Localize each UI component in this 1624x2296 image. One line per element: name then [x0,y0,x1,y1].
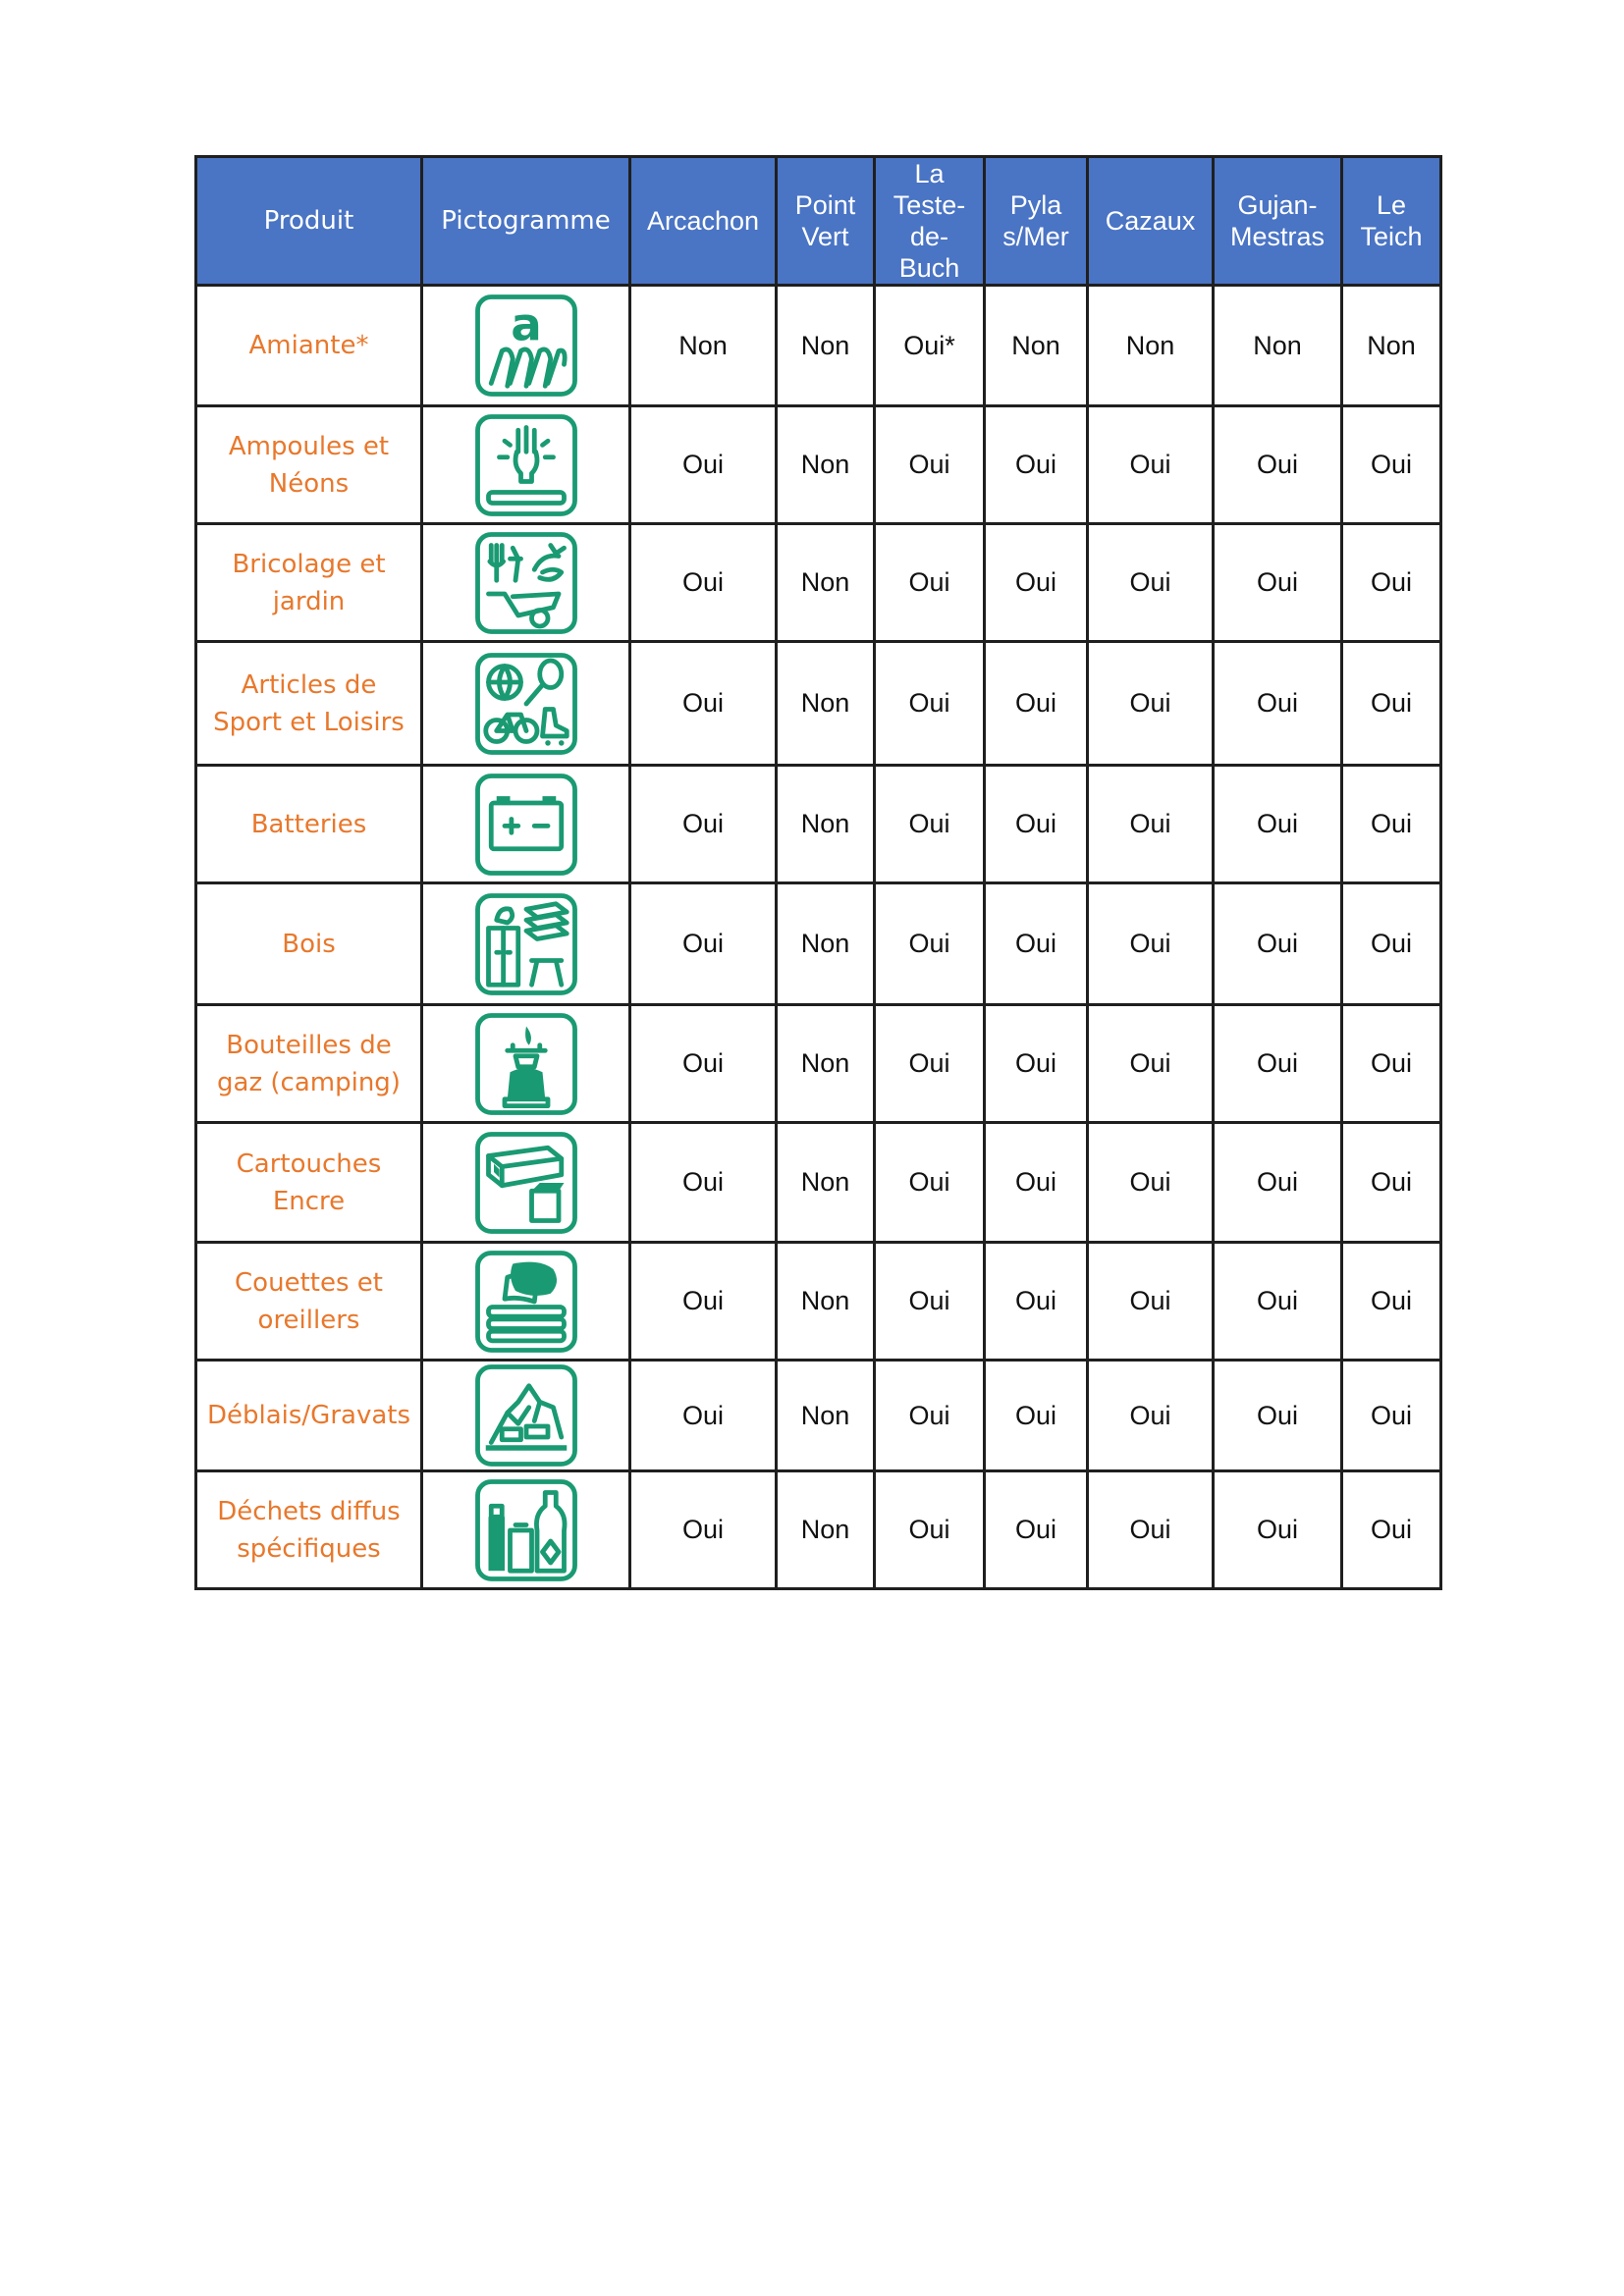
acceptance-value: Oui [875,766,985,883]
battery-icon [472,771,580,879]
acceptance-value: Oui [1088,883,1214,1005]
acceptance-value: Oui [1342,1471,1441,1589]
acceptance-value: Oui [875,524,985,642]
acceptance-value: Oui [1214,642,1342,766]
acceptance-value: Oui [985,1123,1088,1243]
acceptance-value: Oui [1214,766,1342,883]
table-row [196,286,1441,406]
product-name-line: Bricolage et [232,549,386,579]
acceptance-value: Oui [1088,524,1214,642]
acceptance-value: Oui [1088,406,1214,524]
product-name [196,883,422,1005]
header-site-line: Le [1376,190,1407,220]
acceptance-value: Oui [875,1361,985,1471]
acceptance-value: Oui [985,1361,1088,1471]
ink-cartridge-icon [472,1129,580,1237]
acceptance-value: Oui [985,524,1088,642]
table-row [196,1123,1441,1243]
acceptance-value: Non [777,286,875,406]
acceptance-value: Oui [1342,1005,1441,1123]
acceptance-value: Non [1088,286,1214,406]
header-site [630,157,777,286]
header-site-line: Teste- [893,190,966,220]
header-site-line: Vert [801,222,849,251]
product-name [196,1123,422,1243]
header-site-line: Point [794,190,856,220]
acceptance-value: Oui [1342,1361,1441,1471]
acceptance-value: Oui [1342,1123,1441,1243]
product-name-line: Ampoules et [228,431,390,461]
product-name-line: Néons [268,468,350,499]
acceptance-value: Oui [985,766,1088,883]
product-name [196,1243,422,1361]
acceptance-value: Oui [985,1471,1088,1589]
acceptance-value: Non [777,524,875,642]
acceptance-value: Oui [1342,406,1441,524]
acceptance-value: Oui [985,406,1088,524]
acceptance-value: Oui [1214,1471,1342,1589]
acceptance-value: Non [630,286,777,406]
acceptance-value: Oui [1214,1005,1342,1123]
product-name [196,1005,422,1123]
acceptance-value: Oui [875,1005,985,1123]
product-name [196,642,422,766]
diy-garden-icon [472,529,580,637]
acceptance-value: Oui [1088,1243,1214,1361]
header-produit: Produit [196,157,422,286]
header-site [875,157,985,286]
table-row [196,766,1441,883]
pictogram-cell [422,883,630,1005]
acceptance-value: Oui [875,1123,985,1243]
pictogram-cell [422,1243,630,1361]
acceptance-value: Oui [630,642,777,766]
acceptance-value: Non [777,1243,875,1361]
header-site-line: Gujan- [1237,190,1318,220]
header-site [1342,157,1441,286]
pictogram-cell [422,406,630,524]
header-site-line: de- [909,222,949,251]
product-name-line: Bois [282,929,336,959]
acceptance-value: Oui [630,766,777,883]
acceptance-value: Oui [1088,1123,1214,1243]
light-bulb-icon [472,411,580,519]
table-row [196,642,1441,766]
acceptance-value: Oui [985,642,1088,766]
acceptance-value: Oui [630,524,777,642]
header-site [777,157,875,286]
acceptance-value: Oui [875,1243,985,1361]
pictogram-cell [422,1471,630,1589]
product-name-line: oreillers [257,1305,360,1335]
product-name [196,1471,422,1589]
header-site-line: Pyla [1009,190,1062,220]
duvet-pillow-icon [472,1248,580,1356]
acceptance-value: Non [777,642,875,766]
product-name-line: spécifiques [237,1533,381,1564]
pictogram-cell [422,642,630,766]
acceptance-value: Non [777,883,875,1005]
acceptance-value: Oui [1088,1005,1214,1123]
recycling-acceptance-table [194,155,1442,1590]
acceptance-value: Oui [875,406,985,524]
header-site-line: Cazaux [1105,206,1196,236]
sport-leisure-icon [472,650,580,758]
asbestos-icon [472,292,580,400]
acceptance-value: Oui* [875,286,985,406]
pictogram-cell [422,286,630,406]
acceptance-value: Oui [1214,524,1342,642]
camping-gas-icon [472,1010,580,1118]
acceptance-value: Non [1214,286,1342,406]
pictogram-cell [422,1361,630,1471]
acceptance-value: Oui [985,883,1088,1005]
acceptance-value: Oui [1088,642,1214,766]
header-site [985,157,1088,286]
pictogram-cell [422,1123,630,1243]
wood-furniture-icon [472,890,580,998]
acceptance-value: Oui [1088,1471,1214,1589]
header-site-line: s/Mer [1002,222,1069,251]
product-name-line: Amiante* [248,331,369,360]
table-row [196,1243,1441,1361]
product-name-line: jardin [272,586,346,616]
table-row [196,406,1441,524]
acceptance-value: Non [985,286,1088,406]
header-pictogramme: Pictogramme [422,157,630,286]
header-site-line: Arcachon [646,206,760,236]
table-row [196,524,1441,642]
product-name-line: Couettes et [235,1267,383,1298]
product-name [196,406,422,524]
acceptance-value: Oui [1214,883,1342,1005]
acceptance-value: Oui [985,1243,1088,1361]
acceptance-value: Oui [1342,1243,1441,1361]
acceptance-value: Non [777,1361,875,1471]
rubble-icon [472,1362,580,1469]
acceptance-value: Oui [1342,766,1441,883]
header-site-line: Mestras [1229,222,1326,251]
header-row [196,157,1441,286]
acceptance-value: Non [777,1005,875,1123]
product-name-line: Déblais/Gravats [206,1401,411,1430]
acceptance-value: Non [1342,286,1441,406]
product-name-line: Articles de [241,669,377,700]
acceptance-value: Oui [875,1471,985,1589]
product-name [196,1361,422,1471]
acceptance-value: Oui [1342,883,1441,1005]
table-row [196,1005,1441,1123]
table-row [196,1361,1441,1471]
acceptance-value: Oui [1342,524,1441,642]
acceptance-value: Oui [630,1471,777,1589]
acceptance-value: Oui [1342,642,1441,766]
acceptance-value: Oui [630,883,777,1005]
acceptance-value: Oui [630,406,777,524]
acceptance-value: Oui [1214,1123,1342,1243]
header-site-line: Teich [1360,222,1423,251]
acceptance-value: Oui [1214,1361,1342,1471]
acceptance-value: Oui [1214,1243,1342,1361]
product-name-line: Batteries [250,809,367,839]
product-name-line: gaz (camping) [217,1067,401,1097]
acceptance-value: Oui [985,1005,1088,1123]
product-name [196,286,422,406]
product-name-line: Sport et Loisirs [213,707,405,737]
pictogram-cell [422,766,630,883]
acceptance-value: Oui [630,1005,777,1123]
header-site [1214,157,1342,286]
header-site-line: Buch [898,253,960,283]
product-name [196,766,422,883]
acceptance-value: Oui [630,1123,777,1243]
svg-text:a: a [510,298,542,352]
product-name-line: Bouteilles de [226,1030,392,1060]
acceptance-value: Oui [630,1361,777,1471]
acceptance-value: Oui [875,883,985,1005]
acceptance-value: Oui [1214,406,1342,524]
pictogram-cell [422,1005,630,1123]
header-site-line: La [914,159,945,188]
acceptance-value: Non [777,1471,875,1589]
acceptance-value: Non [777,406,875,524]
product-name-line: Déchets diffus [217,1496,401,1526]
product-name [196,524,422,642]
header-site [1088,157,1214,286]
chemical-waste-icon [472,1476,580,1584]
product-name-line: Cartouches [236,1148,382,1179]
table-row [196,883,1441,1005]
acceptance-value: Oui [630,1243,777,1361]
acceptance-value: Oui [875,642,985,766]
table-row [196,1471,1441,1589]
acceptance-value: Oui [1088,1361,1214,1471]
acceptance-value: Oui [1088,766,1214,883]
pictogram-cell [422,524,630,642]
acceptance-value: Non [777,1123,875,1243]
product-name-line: Encre [272,1186,346,1216]
acceptance-value: Non [777,766,875,883]
